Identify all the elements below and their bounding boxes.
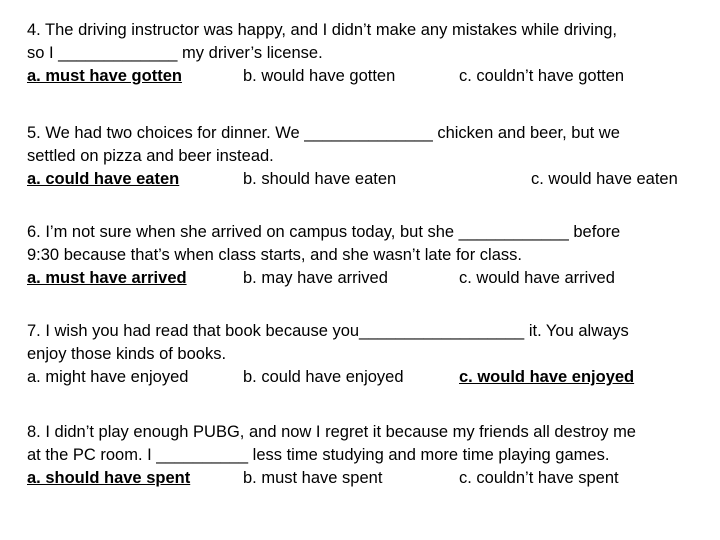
question-7-option-b[interactable]: b. could have enjoyed: [243, 368, 404, 386]
question-5: [27, 122, 707, 191]
question-4: [27, 19, 707, 88]
question-8-options: [27, 467, 707, 490]
question-6-options: [27, 267, 707, 290]
question-7-options: [27, 366, 707, 389]
question-7-option-a[interactable]: a. might have enjoyed: [27, 368, 189, 386]
question-8-option-a[interactable]: a. should have spent: [27, 469, 191, 487]
question-7-line-2: enjoy those kinds of books.: [27, 345, 227, 363]
question-5-options: [27, 168, 707, 191]
question-6-line-2: 9:30 because that’s when class starts, and she wasn’t late for class.: [27, 246, 522, 264]
question-7: [27, 320, 707, 389]
question-5-line-1: 5. We had two choices for dinner. We ______________ chicken and beer, but we: [27, 124, 620, 142]
question-4-line-1: 4. The driving instructor was happy, and I didn’t make any mistakes while driving,: [27, 21, 618, 39]
question-6: [27, 221, 707, 290]
question-5-option-a[interactable]: a. could have eaten: [27, 170, 180, 188]
question-7-option-c[interactable]: c. would have enjoyed: [459, 368, 635, 386]
question-8-option-b[interactable]: b. must have spent: [243, 469, 383, 487]
question-6-option-c[interactable]: c. would have arrived: [459, 269, 615, 287]
question-4-option-c[interactable]: c. couldn’t have gotten: [459, 67, 625, 85]
question-5-option-b[interactable]: b. should have eaten: [243, 170, 397, 188]
question-8-option-c[interactable]: c. couldn’t have spent: [459, 469, 619, 487]
question-8-line-2: at the PC room. I __________ less time studying and more time playing games.: [27, 446, 610, 464]
question-5-line-2: settled on pizza and beer instead.: [27, 147, 274, 165]
question-8: [27, 421, 707, 490]
question-4-line-2: so I _____________ my driver’s license.: [27, 44, 323, 62]
question-6-option-b[interactable]: b. may have arrived: [243, 269, 388, 287]
question-4-option-a[interactable]: a. must have gotten: [27, 67, 182, 85]
question-7-line-1: 7. I wish you had read that book because you__________________ it. You always: [27, 322, 629, 340]
question-5-option-c[interactable]: c. would have eaten: [531, 170, 678, 188]
question-4-option-b[interactable]: b. would have gotten: [243, 67, 396, 85]
question-6-option-a[interactable]: a. must have arrived: [27, 269, 187, 287]
question-6-line-1: 6. I’m not sure when she arrived on campus today, but she ____________ before: [27, 223, 621, 241]
question-4-options: [27, 65, 707, 88]
question-8-line-1: 8. I didn’t play enough PUBG, and now I regret it because my friends all destroy me: [27, 423, 636, 441]
